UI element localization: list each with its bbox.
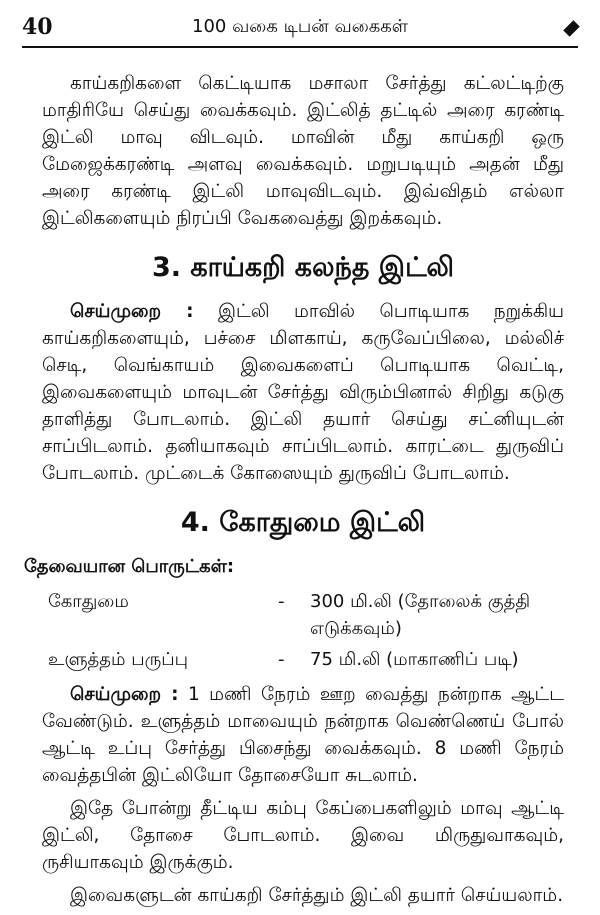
method-text: 1 மணி நேரம் ஊற வைத்து நன்றாக ஆட்ட வேண்டும். உளுத்தம் மாவையும் நன்றாக வெண்ணெய் போல் ஆட்டி உப்பு சேர்த்து பிசைந்து வைக்கவும். 8 மணி நேரம் வைத்தபின் இட்லியோ தோசையோ சுடலாம்.	[42, 684, 565, 786]
ingredient-row	[48, 586, 550, 644]
page-number: 40	[22, 14, 53, 40]
method-label: செய்முறை :	[70, 684, 179, 705]
method-text: இட்லி மாவில் பொடியாக நறுக்கிய காய்கறிகளையும், பச்சை மிளகாய், கருவேப்பிலை, மல்லிச் செடி, வெங்காயம் இவைகளைப் பொடியாக வெட்டி, இவைகளையும் மாவுடன் சேர்த்து விரும்பினால் சிறிது கடுகு தாளித்து போடலாம். இட்லி தயார் செய்து சட்னியுடன் சாப்பிடலாம். தனியாகவும் சாப்பிடலாம். காரட்டை துருவிப் போடலாம். முட்டைக் கோஸையும் துருவிப் போடலாம்.	[42, 301, 564, 484]
ingredient-name: உளுத்தம் பருப்பு	[48, 649, 189, 670]
ingredient-row	[48, 644, 550, 675]
ingredients-heading: தேவையான பொருட்கள்:	[24, 556, 235, 577]
ingredient-quantity: 300 மி.லி (தோலைக் குத்தி எடுக்கவும்)	[310, 591, 531, 639]
ingredients-table	[48, 586, 550, 675]
section-3-title: 3. காய்கறி கலந்த இட்லி	[151, 252, 455, 283]
section-4-title: 4. கோதுமை இட்லி	[180, 507, 426, 538]
ingredient-dash: -	[278, 649, 285, 670]
section-4-paragraph-2: இதே போன்று தீட்டிய கம்பு கேப்பைகளிலும் மாவு ஆட்டி இட்லி, தோசை போடலாம். இவை மிருதுவாகவும், ருசியாகவும் இருக்கும்.	[42, 798, 564, 873]
method-label: செய்முறை :	[70, 301, 194, 322]
intro-paragraph: காய்கறிகளை கெட்டியாக மசாலா சேர்த்து கட்லட்டிற்கு மாதிரியே செய்து வைக்கவும். இட்லித் தட்டில் அரை கரண்டி இட்லி மாவு விடவும். மாவின் மீது காய்கறி ஒரு மேஜைக்கரண்டி அளவு வைக்கவும். மறுபடியும் அதன் மீது அரை கரண்டி இட்லி மாவுவிடவும். இவ்விதம் எல்லா இட்லிகளையும் நிரப்பி வேகவைத்து இறக்கவும்.	[42, 73, 564, 229]
section-4-method	[42, 681, 564, 789]
ingredient-quantity: 75 மி.லி (மாகாணிப் படி)	[310, 649, 519, 670]
page-header	[22, 10, 578, 48]
section-4-paragraph-3: இவைகளுடன் காய்கறி சேர்த்தும் இட்லி தயார் செய்யலாம்.	[70, 885, 564, 906]
section-3-method	[42, 298, 564, 487]
ingredient-name: கோதுமை	[48, 591, 129, 612]
page-content	[24, 70, 565, 915]
ingredient-dash: -	[278, 591, 285, 612]
running-title: 100 வகை டிபன் வகைகள்	[192, 16, 408, 37]
